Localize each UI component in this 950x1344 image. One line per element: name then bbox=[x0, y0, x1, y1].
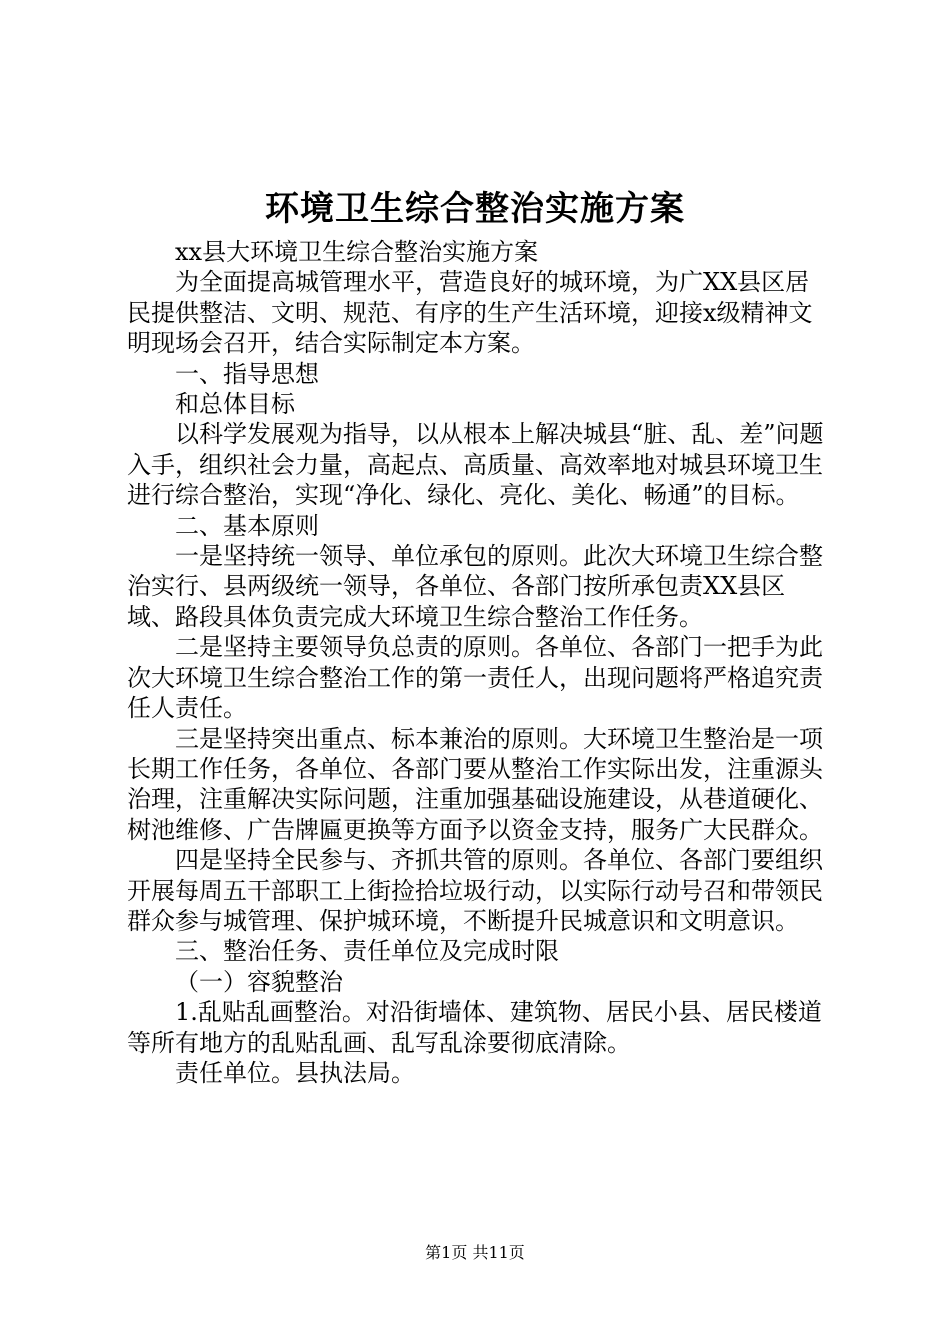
paragraph: xx县大环境卫生综合整治实施方案 bbox=[175, 238, 539, 266]
paragraph: 以科学发展观为指导，以从根本上解决城县“脏、乱、差”问题入手，组织社会力量，高起点、高质量、高效率地对城县环境卫生进行综合整治，实现“净化、绿化、亮化、美化、畅通”的目标。 bbox=[127, 420, 824, 510]
paragraph: 三是坚持突出重点、标本兼治的原则。大环境卫生整治是一项长期工作任务，各单位、各部门要从整治工作实际出发，注重源头治理，注重解决实际问题，注重加强基础设施建设，从巷道硬化、树池维修、广告牌匾更换等方面予以资金支持，服务广大民群众。 bbox=[127, 724, 823, 844]
paragraph: 四是坚持全民参与、齐抓共管的原则。各单位、各部门要组织开展每周五干部职工上街捡拾垃圾行动，以实际行动号召和带领民群众参与城管理、保护城环境，不断提升民城意识和文明意识。 bbox=[127, 846, 823, 935]
page-footer bbox=[0, 1242, 950, 1264]
paragraph: 二是坚持主要领导负总责的原则。各单位、各部门一把手为此次大环境卫生综合整治工作的第一责任人，出现问题将严格追究责任人责任。 bbox=[127, 633, 823, 723]
paragraph: 一是坚持统一领导、单位承包的原则。此次大环境卫生综合整治实行、县两级统一领导，各单位、各部门按所承包责XX县区域、路段具体负责完成大环境卫生综合整治工作任务。 bbox=[127, 542, 823, 631]
paragraph: 和总体目标 bbox=[175, 390, 295, 419]
subsection-heading: （一）容貌整治 bbox=[175, 967, 343, 996]
paragraph: 为全面提高城管理水平，营造良好的城环境，为广XX县区居民提供整洁、文明、规范、有序的生产生活环境，迎接x级精神文明现场会召开，结合实际制定本方案。 bbox=[127, 268, 813, 358]
section-heading: 二、基本原则 bbox=[175, 511, 319, 540]
paragraph: 责任单位。县执法局。 bbox=[175, 1058, 415, 1087]
document-title: 环境卫生综合整治实施方案 bbox=[265, 189, 685, 229]
document-body bbox=[127, 237, 829, 1088]
paragraph: 1.乱贴乱画整治。对沿街墙体、建筑物、居民小县、居民楼道等所有地方的乱贴乱画、乱写乱涂要彻底清除。 bbox=[127, 998, 822, 1057]
section-heading: 一、指导思想 bbox=[175, 359, 319, 388]
page-indicator: 第1页 共11页 bbox=[425, 1243, 525, 1262]
section-heading: 三、整治任务、责任单位及完成时限 bbox=[175, 937, 559, 966]
